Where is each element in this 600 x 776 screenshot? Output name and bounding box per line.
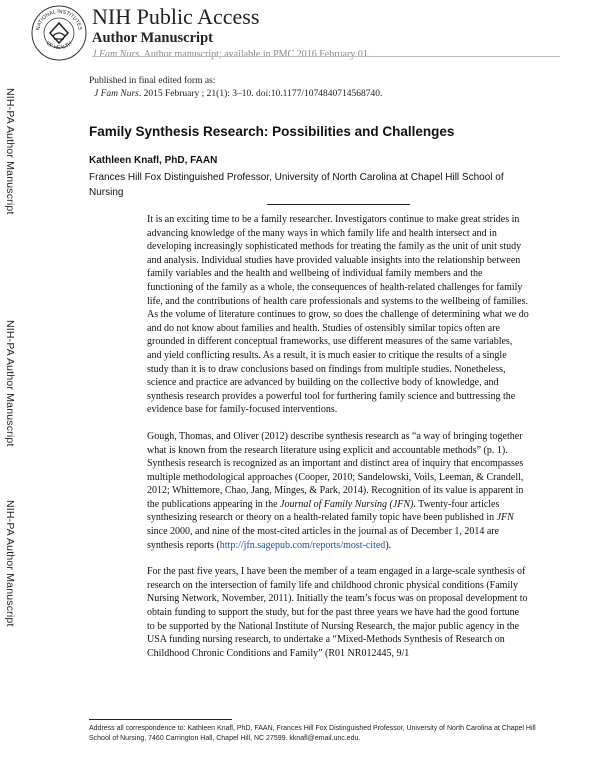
seal-text-top: NATIONAL INSTITUTES [35,8,83,31]
body-paragraph-2 [147,430,529,552]
availability-note [92,48,370,62]
p2-text-c: since 2000, and nine of the most-cited articles in the journal as of December 1, 2014 are synthesis reports ( [147,526,500,551]
header-rule [92,56,560,57]
article-title: Family Synthesis Research: Possibilities and Challenges [89,124,455,139]
p2-text-d: ). [385,539,392,551]
author-affiliation: Frances Hill Fox Distinguished Professor, University of North Carolina at Chapel Hill School of Nursing [89,172,504,198]
nih-header [30,4,590,72]
seal-text-bottom: OF HEALTH [44,40,74,52]
body-paragraph-3: For the past five years, I have been the member of a team engaged in a large-scale synthesis of research on the intersection of family life and childhood chronic physical conditions (Family Nursing Network, November, 2011). Initially the team’s focus was on proposal development to obtain funding to support the study, but for the past three years we have had the good fortune to be supported by the National Institute of Nursing Research, the major public agency in the USA funding nursing research, to undertake a “Mixed-Methods Synthesis of Research on Childhood Chronic Conditions and Family” (R01 NR012445, 9/1 [147,566,528,659]
p2-text-b: . Twenty-four articles synthesizing research or theory on a health-related family topic have been published in [147,498,500,524]
side-label-2: NIH-PA Author Manuscript [4,320,16,447]
citation [89,88,382,101]
side-margin [0,0,30,776]
citation-journal: J Fam Nurs [94,89,139,99]
body-paragraph-1: It is an exciting time to be a family researcher. Investigators continue to make great strides in advancing knowledge of the many ways in which family life and health intersect and in developing increasingly sophisticated methods for treating the family as the unit of unit study and analysis. Individual studies have provided valuable insights into the relationship between family variables and the health and wellbeing of individual family members and the functioning of the family as a whole, the consequences of health-related challenges for family life, and the contributions of health care professionals and systems to the wellbeing of families. As the volume of literature continues to grow, so does the challenge of determining what we do and do not know about families and health. Studies of ostensibly similar topics often are grounded in different conceptual frameworks, use different measures of the same variables, and yield conflicting results. As a result, it is much easier to critique the results of a single study than it is to draw conclusions based on findings from multiple studies. Nonetheless, science and practice are advanced by building on the collective body of knowledge, and synthesis research provides a powerful tool for furthering family science and buttressing the evidence base for family-focused interventions. [147,214,529,416]
p2-jfn: JFN [496,512,514,524]
availability-text: . Author manuscript; available in PMC 2016 February 01. [139,49,371,60]
brand-title: NIH Public Access [92,4,260,29]
article-body [147,213,529,673]
citation-detail: . 2015 February ; 21(1): 3–10. doi:10.1177/1074840714568740. [138,89,383,99]
most-cited-link[interactable]: http://jfn.sagepub.com/reports/most-cited [219,539,386,551]
publication-line: Published in final edited form as: [89,76,216,86]
footnote-rule [89,719,232,720]
correspondence-footnote: Address all correspondence to: Kathleen Knafl, PhD, FAAN, Frances Hill Fox Distinguished Professor, University of North Carolina at Chapel Hill School of Nursing, 7460 Carrington Hall, Chapel Hill, NC 27599. kknafl@email.unc.edu. [89,725,536,742]
article-author: Kathleen Knafl, PhD, FAAN [89,155,218,166]
side-label-1: NIH-PA Author Manuscript [4,88,16,215]
journal-abbrev: J Fam Nurs [92,49,140,60]
affiliation-rule [267,204,410,205]
publication-info [89,75,382,101]
brand-subtitle: Author Manuscript [92,30,213,46]
brand-block [92,4,370,62]
side-label-3: NIH-PA Author Manuscript [4,500,16,627]
p2-journal-title: Journal of Family Nursing (JFN) [280,498,414,510]
nih-seal-icon [30,4,88,62]
p2-text-a: Gough, Thomas, and Oliver (2012) describe synthesis research as “a way of bringing together what is known from the research literature using explicit and accountable methods” (p. 1). Synthesis research is recognized as an important and distinct area of inquiry that encompasses multiple methodological approaches (Cooper, 2010; Sandelowski, Voils, Leeman, & Crandell, 2012; Whittemore, Chao, Jang, Minges, & Park, 2014). Recognition of its value is apparent in the publications appearing in the [147,430,524,510]
